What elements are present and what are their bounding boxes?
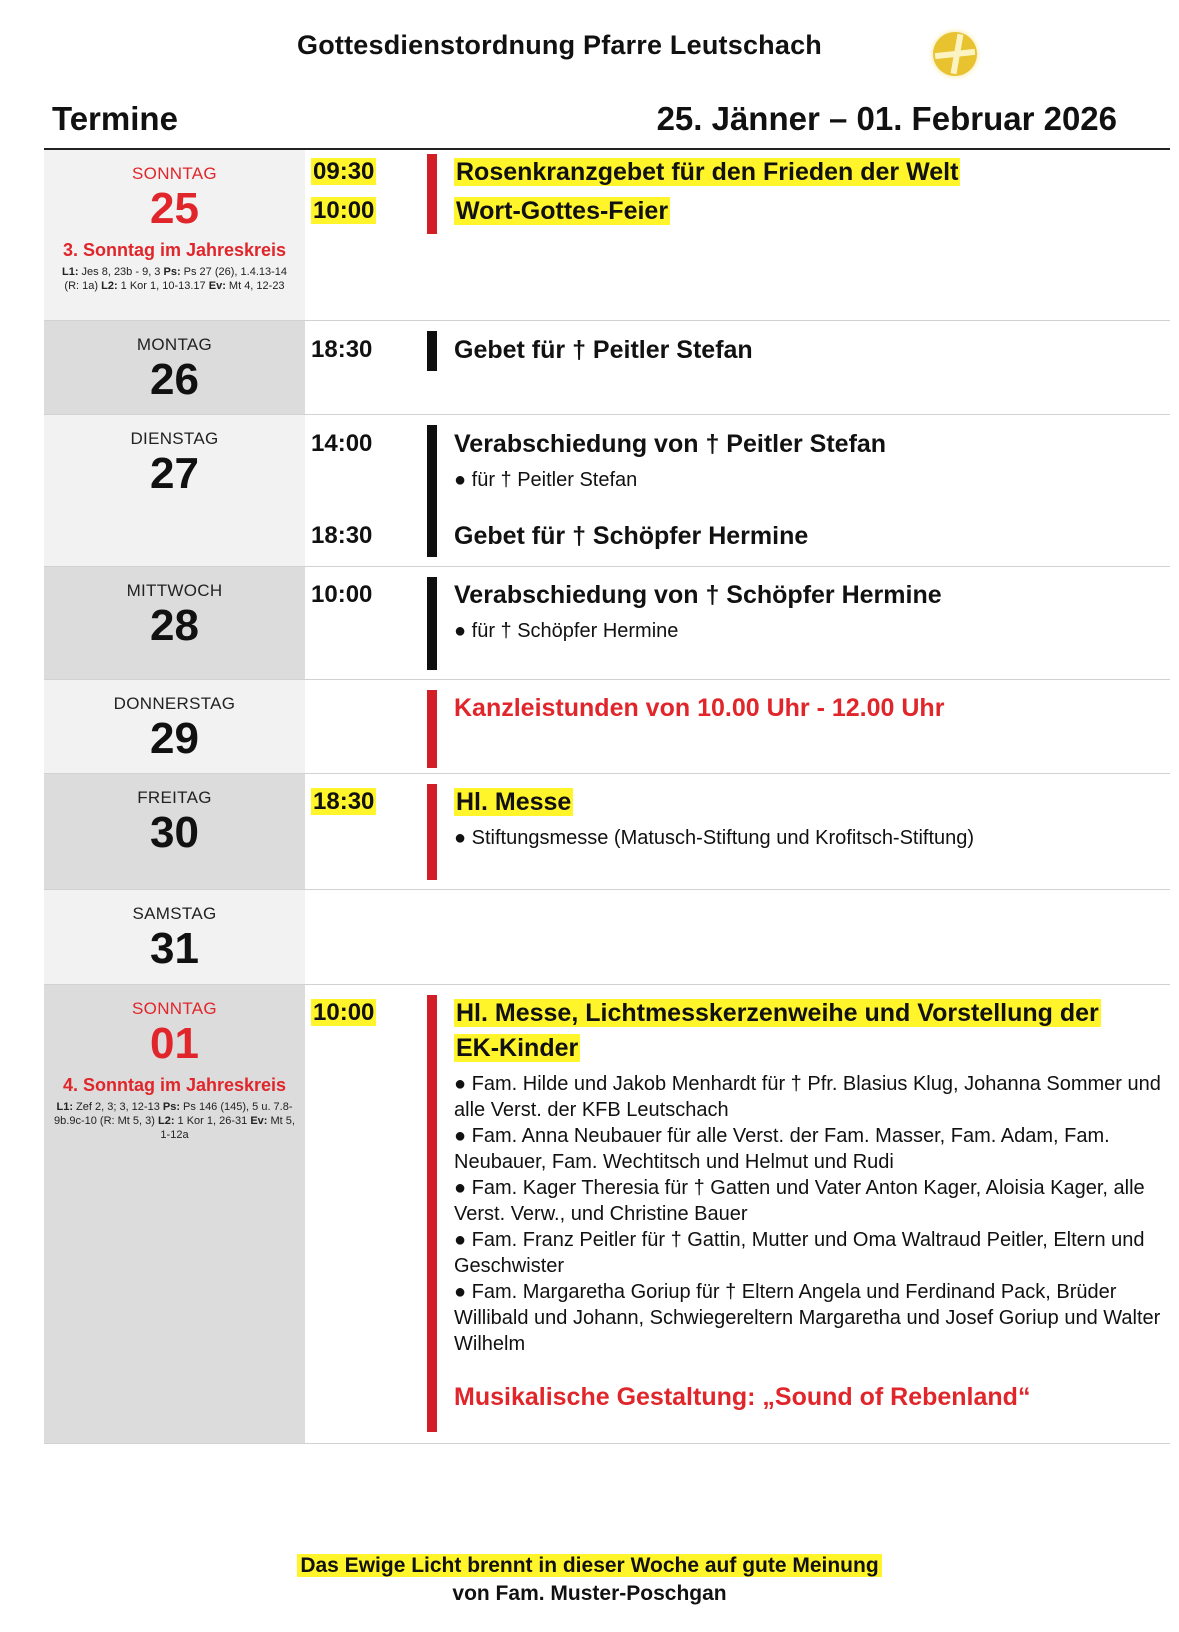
event-bar	[427, 690, 437, 768]
weekday-label: SONNTAG	[132, 999, 217, 1018]
day-number: 27	[150, 449, 199, 498]
event-bar	[427, 995, 437, 1432]
day-cell	[44, 774, 305, 889]
event-time: 10:00	[313, 999, 375, 1026]
music-note: Musikalische Gestaltung: „Sound of Rebenland“	[454, 1383, 1031, 1411]
event-title: Gebet für † Schöpfer Hermine	[454, 522, 809, 550]
event-bar	[427, 154, 437, 234]
day-number: 30	[150, 808, 199, 857]
event-time: 10:00	[313, 197, 375, 224]
weekday-label: SAMSTAG	[132, 904, 217, 923]
date-range: 25. Jänner – 01. Februar 2026	[656, 100, 1117, 137]
event-time: 10:00	[311, 581, 373, 608]
weekday-label: FREITAG	[137, 788, 212, 807]
event-time: 18:30	[311, 522, 373, 549]
day-number: 25	[150, 184, 199, 233]
page-title-text: Gottesdienstordnung Pfarre Leutschach	[297, 30, 822, 60]
day-number: 26	[150, 355, 199, 404]
day-row-26	[44, 321, 1170, 415]
mass-intention: ● Fam. Hilde und Jakob Menhardt für † Pfr. Blasius Klug, Johanna Sommer und alle Verst. der KFB Leutschach	[454, 1073, 1161, 1121]
weekday-label: DONNERSTAG	[113, 694, 236, 713]
eternal-light-notice	[0, 1554, 1179, 1578]
page-title	[0, 30, 1179, 61]
event-title: Wort-Gottes-Feier	[456, 197, 669, 225]
event-bar	[427, 577, 437, 670]
event-time: 18:30	[313, 788, 375, 815]
day-cell	[44, 985, 305, 1443]
mass-intention: ● Fam. Kager Theresia für † Gatten und Vater Anton Kager, Aloisia Kager, alle Verst. Verw., und Christine Bauer	[454, 1177, 1145, 1225]
weekday-label: DIENSTAG	[130, 429, 219, 448]
event-title: Gebet für † Peitler Stefan	[454, 336, 753, 364]
event-title-continued: EK-Kinder	[456, 1034, 579, 1062]
feast-name: 4. Sonntag im Jahreskreis	[62, 1075, 287, 1095]
day-cell	[44, 680, 305, 773]
event-title: Verabschiedung von † Schöpfer Hermine	[454, 581, 942, 609]
liturgical-readings: L1: Zef 2, 3; 3, 12-13 Ps: Ps 146 (145), 5 u. 7.8-9b.9c-10 (R: Mt 5, 3) L2: 1 Kor 1, 26-31 Ev: Mt 5, 1-12a	[54, 1101, 295, 1141]
day-row-31	[44, 890, 1170, 985]
eternal-light-donor: von Fam. Muster-Poschgan	[452, 1582, 727, 1605]
section-label: Termine	[52, 100, 178, 137]
event-bar	[427, 784, 437, 880]
event-time: 09:30	[313, 158, 375, 185]
day-number: 01	[150, 1019, 199, 1068]
day-row-27	[44, 415, 1170, 567]
liturgical-readings: L1: Jes 8, 23b - 9, 3 Ps: Ps 27 (26), 1.4.13-14 (R: 1a) L2: 1 Kor 1, 10-13.17 Ev: Mt 4, 12-23	[61, 266, 288, 292]
parish-cross-logo-icon	[933, 32, 977, 76]
day-number: 28	[150, 601, 199, 650]
event-title: Hl. Messe	[456, 788, 572, 816]
day-cell	[44, 150, 305, 320]
event-title: Rosenkranzgebet für den Frieden der Welt	[456, 158, 959, 186]
day-row-29	[44, 680, 1170, 774]
day-number: 29	[150, 714, 199, 763]
event-bar	[427, 331, 437, 371]
day-row-01	[44, 985, 1170, 1444]
mass-intention: ● für † Peitler Stefan	[454, 469, 638, 491]
event-time: 14:00	[311, 430, 373, 457]
weekday-label: MONTAG	[136, 335, 213, 354]
mass-intention: ● Fam. Anna Neubauer für alle Verst. der Fam. Masser, Fam. Adam, Fam. Neubauer, Fam. Wechtitsch und Helmut und Rudi	[454, 1125, 1110, 1173]
event-title: Hl. Messe, Lichtmesskerzenweihe und Vorstellung der	[456, 999, 1099, 1027]
day-cell	[44, 890, 305, 984]
day-cell	[44, 321, 305, 414]
day-cell	[44, 415, 305, 566]
event-time: 18:30	[311, 336, 373, 363]
day-row-25	[44, 150, 1170, 321]
feast-name: 3. Sonntag im Jahreskreis	[62, 240, 287, 260]
mass-intention: ● Fam. Margaretha Goriup für † Eltern Angela und Ferdinand Pack, Brüder Willibald und Johann, Schwiegereltern Margaretha und Josef Goriup und Walter Wilhelm	[454, 1281, 1161, 1355]
mass-intention: ● Fam. Franz Peitler für † Gattin, Mutter und Oma Waltraud Peitler, Eltern und Geschwister	[454, 1229, 1145, 1277]
mass-intentions-list	[454, 1071, 1174, 1357]
office-hours-notice: Kanzleistunden von 10.00 Uhr - 12.00 Uhr	[454, 694, 945, 722]
day-number: 31	[150, 924, 199, 973]
mass-intention: ● für † Schöpfer Hermine	[454, 620, 679, 642]
event-title: Verabschiedung von † Peitler Stefan	[454, 430, 887, 458]
event-bar	[427, 425, 437, 557]
mass-intention: ● Stiftungsmesse (Matusch-Stiftung und Krofitsch-Stiftung)	[454, 827, 975, 849]
day-row-28	[44, 567, 1170, 680]
day-row-30	[44, 774, 1170, 890]
day-cell	[44, 567, 305, 679]
weekday-label: SONNTAG	[132, 164, 217, 183]
eternal-light-text: Das Ewige Licht brennt in dieser Woche auf gute Meinung	[297, 1554, 881, 1577]
weekday-label: MITTWOCH	[126, 581, 223, 600]
